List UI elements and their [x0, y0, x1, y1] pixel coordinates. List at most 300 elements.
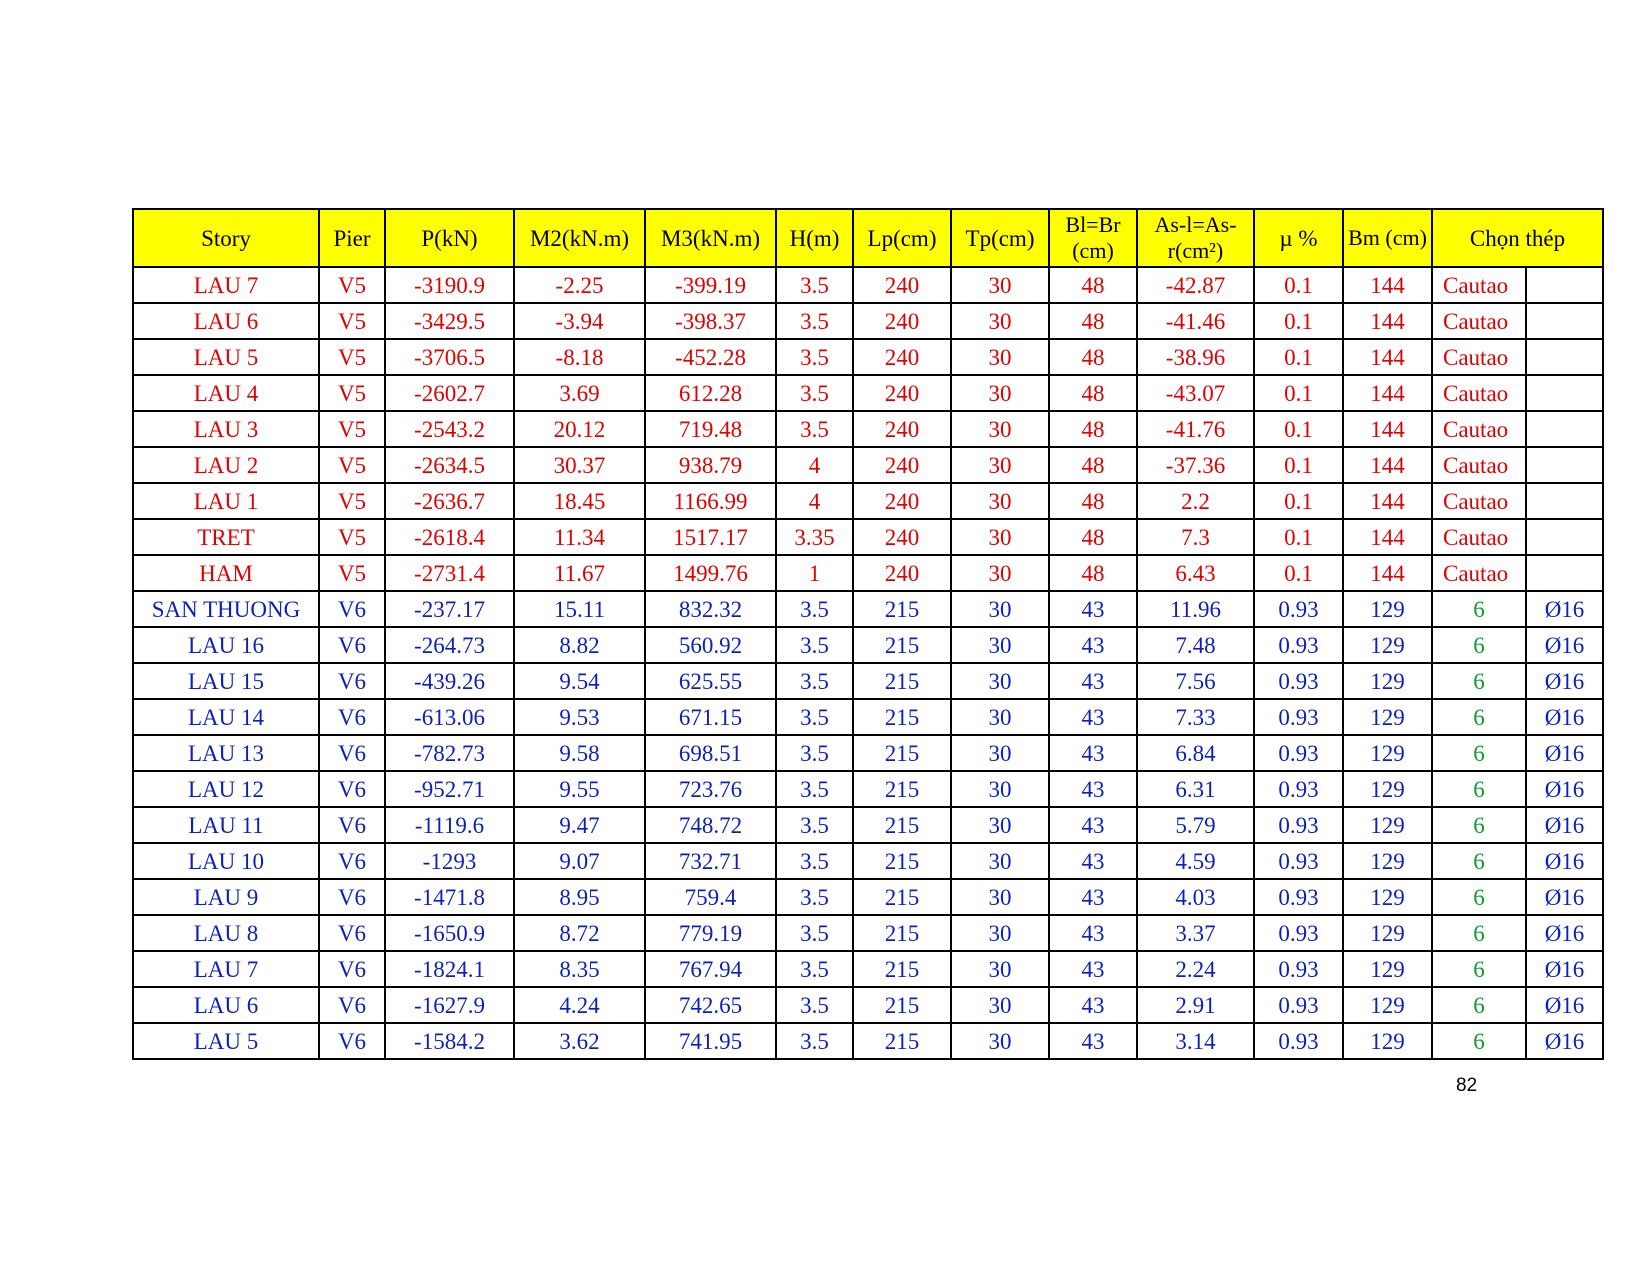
cell-tp: 30 — [951, 807, 1049, 843]
cell-choice-a: 6 — [1432, 951, 1526, 987]
cell-mu: 0.1 — [1254, 375, 1343, 411]
cell-mu: 0.93 — [1254, 1023, 1343, 1059]
cell-mu: 0.93 — [1254, 591, 1343, 627]
cell-bl-br: 43 — [1049, 987, 1137, 1023]
cell-m3: 748.72 — [645, 807, 776, 843]
header-as: As-l=As-r(cm²) — [1137, 209, 1254, 267]
cell-mu: 0.1 — [1254, 483, 1343, 519]
cell-m2: 3.69 — [514, 375, 645, 411]
cell-bm: 129 — [1343, 735, 1432, 771]
cell-bm: 129 — [1343, 807, 1432, 843]
table-row — [133, 987, 1603, 1023]
cell-story: HAM — [133, 555, 319, 591]
cell-pier: V5 — [319, 375, 385, 411]
cell-choice-a: Cautao — [1432, 339, 1526, 375]
cell-p: -613.06 — [385, 699, 514, 735]
cell-choice-b: Ø16 — [1526, 1023, 1603, 1059]
cell-h: 3.5 — [776, 663, 853, 699]
cell-bm: 144 — [1343, 411, 1432, 447]
cell-story: LAU 9 — [133, 879, 319, 915]
header-bl-br: Bl=Br (cm) — [1049, 209, 1137, 267]
cell-as: 11.96 — [1137, 591, 1254, 627]
table-row — [133, 519, 1603, 555]
cell-story: LAU 1 — [133, 483, 319, 519]
cell-m2: 11.34 — [514, 519, 645, 555]
cell-bm: 129 — [1343, 843, 1432, 879]
cell-choice-a: Cautao — [1432, 303, 1526, 339]
cell-bl-br: 48 — [1049, 267, 1137, 303]
cell-choice-a: 6 — [1432, 843, 1526, 879]
cell-bl-br: 48 — [1049, 555, 1137, 591]
cell-m3: 698.51 — [645, 735, 776, 771]
cell-m3: 723.76 — [645, 771, 776, 807]
cell-m2: -3.94 — [514, 303, 645, 339]
cell-as: 7.56 — [1137, 663, 1254, 699]
cell-h: 3.35 — [776, 519, 853, 555]
cell-tp: 30 — [951, 951, 1049, 987]
cell-choice-a: Cautao — [1432, 555, 1526, 591]
cell-bm: 129 — [1343, 1023, 1432, 1059]
cell-lp: 240 — [853, 267, 951, 303]
cell-m2: 8.35 — [514, 951, 645, 987]
cell-choice-a: 6 — [1432, 987, 1526, 1023]
cell-h: 4 — [776, 483, 853, 519]
cell-as: 4.03 — [1137, 879, 1254, 915]
cell-m2: 18.45 — [514, 483, 645, 519]
table-row — [133, 627, 1603, 663]
cell-bl-br: 43 — [1049, 591, 1137, 627]
cell-tp: 30 — [951, 519, 1049, 555]
cell-story: LAU 12 — [133, 771, 319, 807]
cell-m2: 8.95 — [514, 879, 645, 915]
cell-lp: 215 — [853, 591, 951, 627]
table-row — [133, 699, 1603, 735]
cell-pier: V6 — [319, 591, 385, 627]
cell-lp: 240 — [853, 411, 951, 447]
cell-choice-a: 6 — [1432, 771, 1526, 807]
cell-mu: 0.93 — [1254, 627, 1343, 663]
cell-pier: V5 — [319, 339, 385, 375]
cell-story: LAU 2 — [133, 447, 319, 483]
cell-bl-br: 43 — [1049, 627, 1137, 663]
cell-mu: 0.93 — [1254, 807, 1343, 843]
cell-h: 1 — [776, 555, 853, 591]
cell-h: 4 — [776, 447, 853, 483]
cell-lp: 240 — [853, 375, 951, 411]
header-pier: Pier — [319, 209, 385, 267]
cell-p: -1471.8 — [385, 879, 514, 915]
cell-as: 2.2 — [1137, 483, 1254, 519]
cell-pier: V6 — [319, 627, 385, 663]
cell-bm: 144 — [1343, 555, 1432, 591]
cell-p: -2602.7 — [385, 375, 514, 411]
cell-bm: 129 — [1343, 987, 1432, 1023]
cell-pier: V5 — [319, 303, 385, 339]
cell-h: 3.5 — [776, 411, 853, 447]
cell-tp: 30 — [951, 843, 1049, 879]
cell-h: 3.5 — [776, 879, 853, 915]
cell-h: 3.5 — [776, 951, 853, 987]
cell-lp: 215 — [853, 735, 951, 771]
cell-lp: 240 — [853, 555, 951, 591]
cell-tp: 30 — [951, 339, 1049, 375]
table-row — [133, 735, 1603, 771]
cell-lp: 215 — [853, 987, 951, 1023]
cell-m3: 560.92 — [645, 627, 776, 663]
cell-lp: 215 — [853, 663, 951, 699]
header-story: Story — [133, 209, 319, 267]
cell-bl-br: 43 — [1049, 1023, 1137, 1059]
cell-story: LAU 7 — [133, 951, 319, 987]
cell-bl-br: 48 — [1049, 447, 1137, 483]
header-h: H(m) — [776, 209, 853, 267]
header-row — [133, 209, 1603, 267]
cell-mu: 0.1 — [1254, 303, 1343, 339]
cell-pier: V5 — [319, 267, 385, 303]
cell-as: 6.43 — [1137, 555, 1254, 591]
cell-choice-a: 6 — [1432, 915, 1526, 951]
cell-h: 3.5 — [776, 771, 853, 807]
cell-choice-b — [1526, 447, 1603, 483]
cell-bl-br: 43 — [1049, 735, 1137, 771]
cell-tp: 30 — [951, 663, 1049, 699]
cell-choice-b — [1526, 411, 1603, 447]
cell-h: 3.5 — [776, 267, 853, 303]
cell-p: -3429.5 — [385, 303, 514, 339]
cell-m2: 9.54 — [514, 663, 645, 699]
cell-lp: 240 — [853, 303, 951, 339]
cell-p: -782.73 — [385, 735, 514, 771]
cell-m2: 9.47 — [514, 807, 645, 843]
cell-bm: 144 — [1343, 339, 1432, 375]
cell-pier: V5 — [319, 555, 385, 591]
cell-tp: 30 — [951, 915, 1049, 951]
cell-h: 3.5 — [776, 843, 853, 879]
cell-pier: V5 — [319, 447, 385, 483]
cell-m3: 938.79 — [645, 447, 776, 483]
cell-choice-a: 6 — [1432, 735, 1526, 771]
cell-m2: 4.24 — [514, 987, 645, 1023]
cell-tp: 30 — [951, 987, 1049, 1023]
cell-story: LAU 5 — [133, 1023, 319, 1059]
cell-p: -1650.9 — [385, 915, 514, 951]
cell-tp: 30 — [951, 303, 1049, 339]
cell-m2: 30.37 — [514, 447, 645, 483]
cell-bl-br: 48 — [1049, 411, 1137, 447]
cell-as: 2.91 — [1137, 987, 1254, 1023]
cell-choice-a: 6 — [1432, 627, 1526, 663]
cell-tp: 30 — [951, 771, 1049, 807]
cell-h: 3.5 — [776, 915, 853, 951]
cell-p: -1627.9 — [385, 987, 514, 1023]
cell-pier: V6 — [319, 663, 385, 699]
cell-bl-br: 43 — [1049, 663, 1137, 699]
table-row — [133, 375, 1603, 411]
cell-bl-br: 48 — [1049, 303, 1137, 339]
cell-m2: 9.07 — [514, 843, 645, 879]
cell-story: LAU 3 — [133, 411, 319, 447]
cell-pier: V5 — [319, 519, 385, 555]
cell-h: 3.5 — [776, 627, 853, 663]
cell-p: -2618.4 — [385, 519, 514, 555]
cell-pier: V6 — [319, 735, 385, 771]
cell-p: -1824.1 — [385, 951, 514, 987]
cell-as: 7.3 — [1137, 519, 1254, 555]
cell-p: -2731.4 — [385, 555, 514, 591]
cell-h: 3.5 — [776, 303, 853, 339]
cell-m2: -8.18 — [514, 339, 645, 375]
cell-p: -1119.6 — [385, 807, 514, 843]
table-row — [133, 303, 1603, 339]
cell-lp: 215 — [853, 879, 951, 915]
cell-pier: V6 — [319, 699, 385, 735]
table-row — [133, 879, 1603, 915]
cell-choice-b — [1526, 339, 1603, 375]
cell-m3: 767.94 — [645, 951, 776, 987]
cell-lp: 215 — [853, 951, 951, 987]
table-row — [133, 483, 1603, 519]
cell-m3: 671.15 — [645, 699, 776, 735]
cell-story: LAU 13 — [133, 735, 319, 771]
cell-tp: 30 — [951, 267, 1049, 303]
cell-story: TRET — [133, 519, 319, 555]
cell-m3: 832.32 — [645, 591, 776, 627]
header-mu: µ % — [1254, 209, 1343, 267]
cell-h: 3.5 — [776, 591, 853, 627]
cell-p: -3706.5 — [385, 339, 514, 375]
cell-bm: 144 — [1343, 375, 1432, 411]
table-row — [133, 339, 1603, 375]
cell-bm: 144 — [1343, 447, 1432, 483]
cell-choice-a: Cautao — [1432, 483, 1526, 519]
cell-as: -38.96 — [1137, 339, 1254, 375]
cell-m3: 719.48 — [645, 411, 776, 447]
cell-pier: V6 — [319, 1023, 385, 1059]
cell-choice-b: Ø16 — [1526, 807, 1603, 843]
cell-pier: V6 — [319, 915, 385, 951]
table-row — [133, 555, 1603, 591]
header-lp: Lp(cm) — [853, 209, 951, 267]
cell-mu: 0.93 — [1254, 843, 1343, 879]
cell-bm: 129 — [1343, 771, 1432, 807]
cell-as: 2.24 — [1137, 951, 1254, 987]
cell-m2: 9.53 — [514, 699, 645, 735]
cell-tp: 30 — [951, 411, 1049, 447]
cell-pier: V6 — [319, 951, 385, 987]
cell-lp: 215 — [853, 627, 951, 663]
cell-mu: 0.93 — [1254, 987, 1343, 1023]
cell-bm: 129 — [1343, 699, 1432, 735]
cell-choice-b: Ø16 — [1526, 627, 1603, 663]
cell-choice-a: Cautao — [1432, 519, 1526, 555]
cell-tp: 30 — [951, 699, 1049, 735]
cell-bl-br: 48 — [1049, 339, 1137, 375]
cell-story: LAU 14 — [133, 699, 319, 735]
cell-m3: 759.4 — [645, 879, 776, 915]
cell-m3: -398.37 — [645, 303, 776, 339]
cell-as: 6.84 — [1137, 735, 1254, 771]
cell-tp: 30 — [951, 735, 1049, 771]
cell-m3: 741.95 — [645, 1023, 776, 1059]
cell-bl-br: 43 — [1049, 951, 1137, 987]
cell-tp: 30 — [951, 483, 1049, 519]
cell-bm: 129 — [1343, 879, 1432, 915]
cell-mu: 0.93 — [1254, 915, 1343, 951]
cell-tp: 30 — [951, 879, 1049, 915]
cell-m2: 20.12 — [514, 411, 645, 447]
cell-pier: V6 — [319, 807, 385, 843]
cell-p: -952.71 — [385, 771, 514, 807]
cell-lp: 240 — [853, 447, 951, 483]
cell-bm: 129 — [1343, 591, 1432, 627]
cell-choice-a: Cautao — [1432, 267, 1526, 303]
cell-choice-b — [1526, 267, 1603, 303]
cell-choice-b — [1526, 375, 1603, 411]
cell-bl-br: 43 — [1049, 807, 1137, 843]
cell-story: LAU 4 — [133, 375, 319, 411]
cell-choice-b: Ø16 — [1526, 987, 1603, 1023]
cell-choice-b: Ø16 — [1526, 879, 1603, 915]
cell-lp: 215 — [853, 699, 951, 735]
header-p: P(kN) — [385, 209, 514, 267]
cell-m3: -452.28 — [645, 339, 776, 375]
cell-h: 3.5 — [776, 339, 853, 375]
cell-m2: 8.82 — [514, 627, 645, 663]
cell-as: 6.31 — [1137, 771, 1254, 807]
header-tp: Tp(cm) — [951, 209, 1049, 267]
cell-pier: V5 — [319, 411, 385, 447]
table-row — [133, 411, 1603, 447]
cell-m2: -2.25 — [514, 267, 645, 303]
cell-m3: 779.19 — [645, 915, 776, 951]
cell-p: -439.26 — [385, 663, 514, 699]
cell-p: -3190.9 — [385, 267, 514, 303]
cell-choice-a: 6 — [1432, 879, 1526, 915]
cell-choice-b — [1526, 483, 1603, 519]
cell-as: -37.36 — [1137, 447, 1254, 483]
table-row — [133, 591, 1603, 627]
cell-as: 7.48 — [1137, 627, 1254, 663]
cell-bm: 144 — [1343, 483, 1432, 519]
cell-choice-b: Ø16 — [1526, 915, 1603, 951]
cell-m2: 9.58 — [514, 735, 645, 771]
cell-choice-b: Ø16 — [1526, 951, 1603, 987]
cell-lp: 215 — [853, 915, 951, 951]
cell-bl-br: 43 — [1049, 843, 1137, 879]
cell-as: 3.37 — [1137, 915, 1254, 951]
cell-h: 3.5 — [776, 1023, 853, 1059]
cell-choice-b — [1526, 303, 1603, 339]
cell-choice-b: Ø16 — [1526, 843, 1603, 879]
cell-m3: 625.55 — [645, 663, 776, 699]
cell-choice-a: 6 — [1432, 663, 1526, 699]
cell-m3: 1517.17 — [645, 519, 776, 555]
table-row — [133, 807, 1603, 843]
cell-p: -2543.2 — [385, 411, 514, 447]
cell-lp: 240 — [853, 483, 951, 519]
cell-choice-b: Ø16 — [1526, 735, 1603, 771]
cell-lp: 215 — [853, 843, 951, 879]
table-row — [133, 951, 1603, 987]
cell-bl-br: 43 — [1049, 699, 1137, 735]
cell-bm: 129 — [1343, 951, 1432, 987]
cell-mu: 0.93 — [1254, 879, 1343, 915]
table-row — [133, 1023, 1603, 1059]
cell-story: LAU 10 — [133, 843, 319, 879]
cell-choice-a: 6 — [1432, 1023, 1526, 1059]
cell-mu: 0.93 — [1254, 699, 1343, 735]
cell-choice-a: Cautao — [1432, 375, 1526, 411]
cell-h: 3.5 — [776, 699, 853, 735]
cell-pier: V6 — [319, 879, 385, 915]
cell-bl-br: 43 — [1049, 879, 1137, 915]
cell-m2: 3.62 — [514, 1023, 645, 1059]
cell-bl-br: 43 — [1049, 915, 1137, 951]
cell-bm: 129 — [1343, 915, 1432, 951]
cell-mu: 0.93 — [1254, 771, 1343, 807]
cell-p: -2634.5 — [385, 447, 514, 483]
cell-m3: 612.28 — [645, 375, 776, 411]
cell-as: -42.87 — [1137, 267, 1254, 303]
cell-choice-b: Ø16 — [1526, 591, 1603, 627]
cell-story: LAU 16 — [133, 627, 319, 663]
cell-tp: 30 — [951, 375, 1049, 411]
cell-as: 3.14 — [1137, 1023, 1254, 1059]
cell-choice-a: 6 — [1432, 699, 1526, 735]
cell-p: -1293 — [385, 843, 514, 879]
cell-m3: 732.71 — [645, 843, 776, 879]
cell-story: SAN THUONG — [133, 591, 319, 627]
cell-story: LAU 6 — [133, 987, 319, 1023]
cell-choice-a: 6 — [1432, 591, 1526, 627]
header-m2: M2(kN.m) — [514, 209, 645, 267]
page-number: 82 — [1456, 1075, 1478, 1096]
cell-lp: 215 — [853, 807, 951, 843]
cell-mu: 0.1 — [1254, 447, 1343, 483]
cell-lp: 215 — [853, 1023, 951, 1059]
cell-as: 5.79 — [1137, 807, 1254, 843]
cell-pier: V6 — [319, 843, 385, 879]
cell-p: -2636.7 — [385, 483, 514, 519]
table-row — [133, 843, 1603, 879]
cell-story: LAU 6 — [133, 303, 319, 339]
cell-story: LAU 5 — [133, 339, 319, 375]
cell-h: 3.5 — [776, 987, 853, 1023]
cell-bm: 129 — [1343, 627, 1432, 663]
cell-mu: 0.93 — [1254, 951, 1343, 987]
cell-p: -264.73 — [385, 627, 514, 663]
cell-story: LAU 15 — [133, 663, 319, 699]
cell-h: 3.5 — [776, 375, 853, 411]
cell-story: LAU 11 — [133, 807, 319, 843]
table-row — [133, 771, 1603, 807]
cell-bm: 144 — [1343, 267, 1432, 303]
table-row — [133, 267, 1603, 303]
cell-mu: 0.93 — [1254, 663, 1343, 699]
cell-mu: 0.1 — [1254, 267, 1343, 303]
cell-choice-b: Ø16 — [1526, 771, 1603, 807]
header-bm: Bm (cm) — [1343, 209, 1432, 267]
cell-m3: -399.19 — [645, 267, 776, 303]
cell-choice-b: Ø16 — [1526, 663, 1603, 699]
cell-choice-b: Ø16 — [1526, 699, 1603, 735]
table-row — [133, 915, 1603, 951]
cell-mu: 0.93 — [1254, 735, 1343, 771]
cell-as: 4.59 — [1137, 843, 1254, 879]
cell-lp: 240 — [853, 519, 951, 555]
cell-m2: 8.72 — [514, 915, 645, 951]
cell-mu: 0.1 — [1254, 339, 1343, 375]
